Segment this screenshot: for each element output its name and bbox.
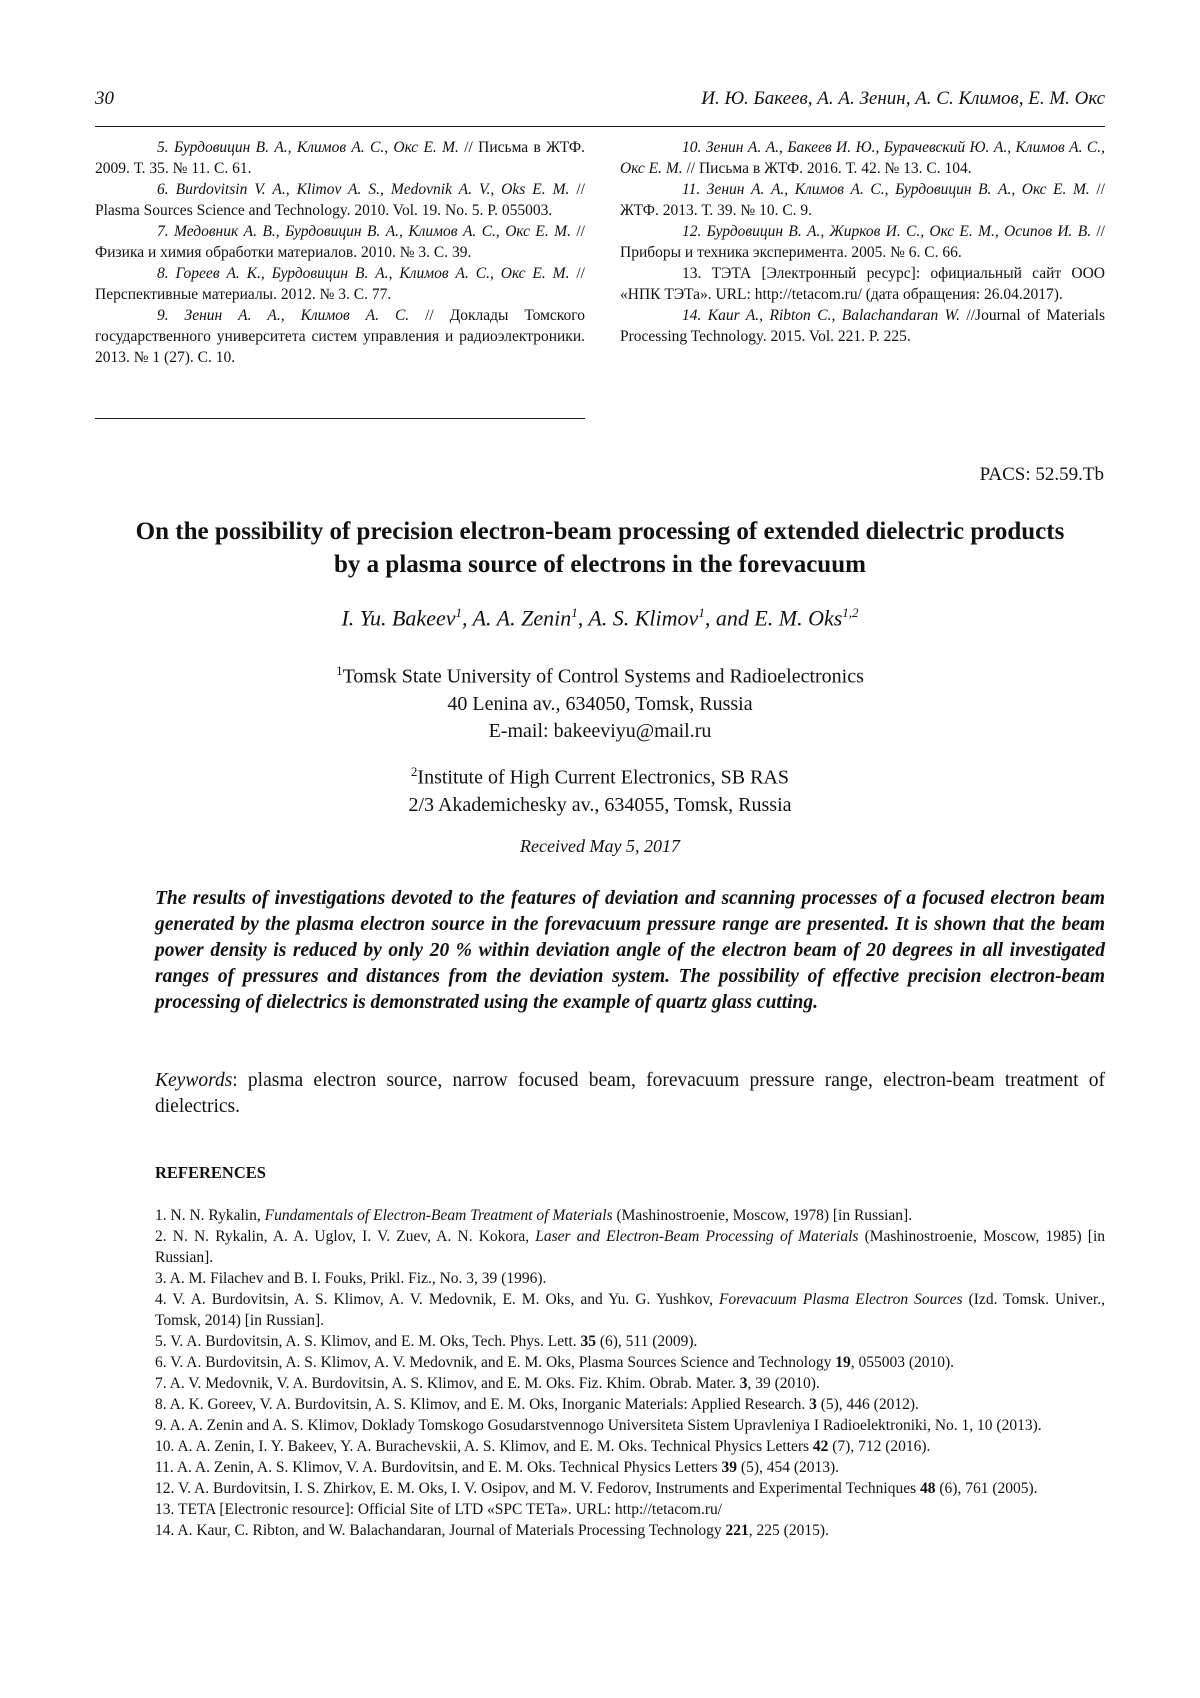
affiliation-name: Tomsk State University of Control Systems and Radioelectronics <box>342 665 864 688</box>
ref-item: 9. Зенин А. А., Климов А. С. // Доклады Томского государственного университета систем управления и радиоэлектроники. 2013. № 1 (27). С. 10. <box>95 307 585 366</box>
affiliation-name: Institute of High Current Electronics, SB RAS <box>417 766 790 789</box>
paper-title: On the possibility of precision electron-beam processing of extended dielectric products by a plasma source of electrons in the forevacuum <box>135 518 1065 578</box>
keywords <box>155 1068 1105 1120</box>
reference-item: 3. A. M. Filachev and B. I. Fouks, Prikl. Fiz., No. 3, 39 (1996). <box>155 1270 547 1287</box>
reference-item: 11. A. A. Zenin, A. S. Klimov, V. A. Burdovitsin, and E. M. Oks. Technical Physics Letters 39 (5), 454 (2013). <box>155 1459 840 1476</box>
affiliation-address: 40 Lenina av., 634050, Tomsk, Russia <box>447 692 753 715</box>
received-date: Received May 5, 2017 <box>520 836 680 856</box>
affiliation-address: 2/3 Akademichesky av., 634055, Tomsk, Russia <box>408 793 792 816</box>
reference-item: 4. V. A. Burdovitsin, A. S. Klimov, A. V. Medovnik, E. M. Oks, and Yu. G. Yushkov, Forevacuum Plasma Electron Sources (Izd. Tomsk. Univer., Tomsk, 2014) [in Russian]. <box>155 1291 1105 1329</box>
affiliation-2 <box>0 758 1200 819</box>
column-rule <box>95 418 585 419</box>
abstract: The results of investigations devoted to the features of deviation and scanning processes of a focused electron beam generated by the plasma electron source in the forevacuum pressure range are presented. It is shown that the beam power density is reduced by only 20 % within deviation angle of the electron beam of 20 degrees in all investigated ranges of pressures and distances from the deviation system. The possibility of effective precision electron-beam processing of dielectrics is demonstrated using the example of quartz glass cutting. <box>155 888 1105 1013</box>
ref-item: 14. Kaur A., Ribton C., Balachandaran W. //Journal of Materials Processing Technology. 2015. Vol. 221. P. 225. <box>620 307 1105 345</box>
reference-item: 14. A. Kaur, C. Ribton, and W. Balachandaran, Journal of Materials Processing Technology 221, 225 (2015). <box>155 1522 829 1539</box>
reference-item: 7. A. V. Medovnik, V. A. Burdovitsin, A. S. Klimov, and E. M. Oks. Fiz. Khim. Obrab. Mater. 3, 39 (2010). <box>155 1375 820 1392</box>
author-affiliation-mark: 1 <box>698 605 705 620</box>
ref-item: 8. Гореев А. К., Бурдовицин В. А., Климов А. С., Окс Е. М. // Перспективные материалы. 2012. № 3. С. 77. <box>95 265 585 303</box>
right-column-references <box>620 137 1105 347</box>
reference-list <box>155 1205 1105 1541</box>
header-rule <box>95 126 1105 127</box>
references-heading: REFERENCES <box>155 1163 266 1182</box>
author-name: E. M. Oks <box>754 605 843 631</box>
ref-item: 7. Медовник А. В., Бурдовицин В. А., Климов А. С., Окс Е. М. // Физика и химия обработки материалов. 2010. № 3. С. 39. <box>95 223 585 261</box>
affiliation-1 <box>0 657 1200 745</box>
left-column-references <box>95 137 585 368</box>
author-name: A. S. Klimov <box>588 605 699 631</box>
author-list: I. Yu. Bakeev$^1$, A. A. Zenin$^1$, A. S. Klimov$^1$, and E. M. Oks$^{1,2}$ <box>341 605 859 631</box>
reference-item: 13. TETA [Electronic resource]: Official Site of LTD «SPC TETa». URL: http://tetacom.ru/ <box>155 1501 723 1518</box>
author-affiliation-mark: 1 <box>571 605 578 620</box>
author-affiliation-mark: 1,2 <box>842 605 859 620</box>
ref-item: 12. Бурдовицин В. А., Жирков И. С., Окс Е. М., Осипов И. В. // Приборы и техника эксперимента. 2005. № 6. С. 66. <box>620 223 1105 261</box>
ref-item: 5. Бурдовицин В. А., Климов А. С., Окс Е. М. // Письма в ЖТФ. 2009. Т. 35. № 11. С. 61. <box>95 139 585 177</box>
author-name: I. Yu. Bakeev <box>341 605 456 631</box>
reference-item: 6. V. A. Burdovitsin, A. S. Klimov, A. V. Medovnik, and E. M. Oks, Plasma Sources Science and Technology 19, 055003 (2010). <box>155 1354 955 1371</box>
keywords-text: : plasma electron source, narrow focused beam, forevacuum pressure range, electron-beam treatment of dielectrics. <box>155 1070 1105 1117</box>
author-name: A. A. Zenin <box>472 605 572 631</box>
ref-item: 11. Зенин А. А., Климов А. С., Бурдовицин В. А., Окс Е. М. // ЖТФ. 2013. Т. 39. № 10. С. 9. <box>620 181 1105 219</box>
ref-item: 13. ТЭТА [Электронный ресурс]: официальный сайт ООО «НПК ТЭТа». URL: http://tetacom.ru/ (дата обращения: 26.04.2017). <box>620 265 1105 303</box>
ref-item: 10. Зенин А. А., Бакеев И. Ю., Бурачевский Ю. А., Климов А. С., Окс Е. М. // Письма в ЖТФ. 2016. Т. 42. № 13. С. 104. <box>620 139 1105 177</box>
author-affiliation-mark: 1 <box>455 605 462 620</box>
affiliation-email: E-mail: bakeeviyu@mail.ru <box>488 719 712 742</box>
affiliation-mark: 1 <box>336 663 343 678</box>
running-header <box>95 88 1105 118</box>
reference-item: 10. A. A. Zenin, I. Y. Bakeev, Y. A. Burachevskii, A. S. Klimov, and E. M. Oks. Technical Physics Letters 42 (7), 712 (2016). <box>155 1438 931 1455</box>
running-authors: И. Ю. Бакеев, А. А. Зенин, А. С. Климов, Е. М. Окс <box>701 88 1105 109</box>
reference-item: 2. N. N. Rykalin, A. A. Uglov, I. V. Zuev, A. N. Kokora, Laser and Electron-Beam Processing of Materials (Mashinostroenie, Moscow, 1985) [in Russian]. <box>155 1228 1105 1266</box>
reference-item: 8. A. K. Goreev, V. A. Burdovitsin, A. S. Klimov, and E. M. Oks, Inorganic Materials: Applied Research. 3 (5), 446 (2012). <box>155 1396 919 1413</box>
pacs-code: PACS: 52.59.Tb <box>979 464 1104 485</box>
reference-item: 9. A. A. Zenin and A. S. Klimov, Doklady Tomskogo Gosudarstvennogo Universiteta Sistem Upravleniya I Radioelektroniki, No. 1, 10 (2013). <box>155 1417 1042 1434</box>
reference-item: 5. V. A. Burdovitsin, A. S. Klimov, and E. M. Oks, Tech. Phys. Lett. 35 (6), 511 (2009). <box>155 1333 698 1350</box>
reference-item: 1. N. N. Rykalin, Fundamentals of Electron-Beam Treatment of Materials (Mashinostroenie, Moscow, 1978) [in Russian]. <box>155 1207 913 1224</box>
ref-item: 6. Burdovitsin V. A., Klimov A. S., Medovnik A. V., Oks E. M. // Plasma Sources Science and Technology. 2010. Vol. 19. No. 5. P. 055003. <box>95 181 585 219</box>
reference-item: 12. V. A. Burdovitsin, I. S. Zhirkov, E. M. Oks, I. V. Osipov, and M. V. Fedorov, Instruments and Experimental Techniques 48 (6), 761 (2005). <box>155 1480 1038 1497</box>
keywords-label: Keywords <box>155 1070 233 1091</box>
page-number: 30 <box>95 88 114 109</box>
affiliation-mark: 2 <box>410 764 418 779</box>
